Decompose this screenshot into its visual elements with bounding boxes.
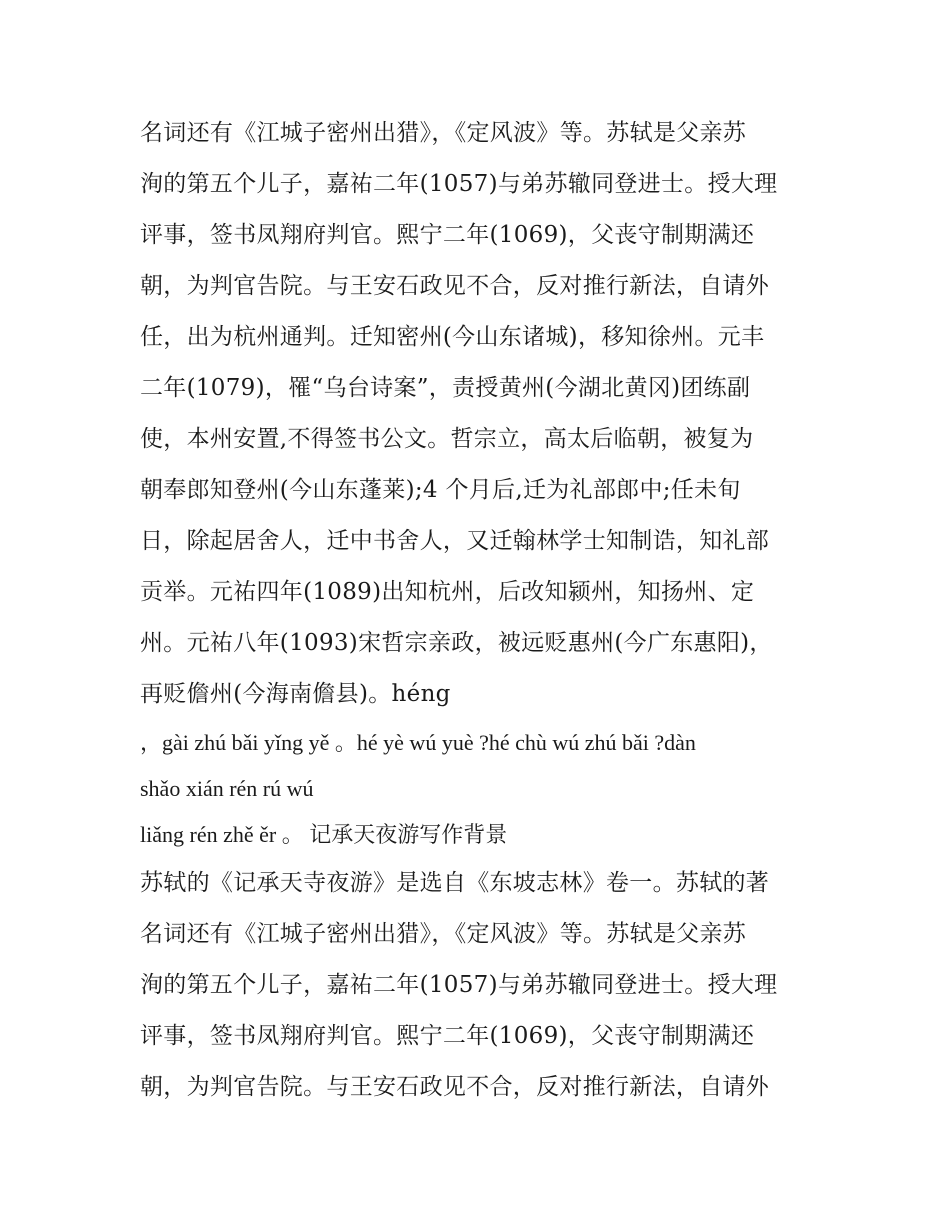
text-line: 贡举。元祐四年(1089)出知杭州，后改知颍州，知扬州、定 bbox=[140, 579, 755, 605]
text-line: 名词还有《江城子密州出猎》，《定风波》等。苏轼是父亲苏 bbox=[140, 120, 747, 146]
text-line: 二年(1079)，罹“乌台诗案”，责授黄州(今湖北黄冈)团练副 bbox=[140, 375, 751, 401]
text-line: 朝，为判官告院。与王安石政见不合，反对推行新法，自请外 bbox=[140, 1074, 770, 1100]
text-line: 使，本州安置,不得签书公文。哲宗立，高太后临朝，被复为 bbox=[140, 426, 754, 452]
text-line: 朝奉郎知登州(今山东蓬莱);4 个月后,迁为礼部郎中;任未旬 bbox=[140, 477, 741, 503]
text-line: 洵的第五个儿子，嘉祐二年(1057)与弟苏辙同登进士。授大理 bbox=[140, 972, 778, 998]
text-line: 评事，签书凤翔府判官。熙宁二年(1069)，父丧守制期满还 bbox=[140, 222, 755, 248]
text-line: 洵的第五个儿子，嘉祐二年(1057)与弟苏辙同登进士。授大理 bbox=[140, 171, 778, 197]
text-line: 日，除起居舍人，迁中书舍人，又迁翰林学士知制诰，知礼部 bbox=[140, 528, 770, 554]
text-line: 再贬儋州(今海南儋县)。héng bbox=[140, 681, 451, 707]
text-line: 任，出为杭州通判。迁知密州(今山东诸城)，移知徐州。元丰 bbox=[140, 324, 765, 350]
text-line: 苏轼的《记承天寺夜游》是选自《东坡志林》卷一。苏轼的著 bbox=[140, 870, 770, 896]
pinyin-line: ，gài zhú bǎi yǐng yě 。hé yè wú yuè ?hé chù wú zhú bǎi ?dàn bbox=[140, 730, 696, 755]
text-line: 名词还有《江城子密州出猎》，《定风波》等。苏轼是父亲苏 bbox=[140, 921, 747, 947]
text-line: 朝，为判官告院。与王安石政见不合，反对推行新法，自请外 bbox=[140, 273, 770, 299]
pinyin-line: shǎo xián rén rú wú bbox=[140, 776, 314, 801]
text-line: 评事，签书凤翔府判官。熙宁二年(1069)，父丧守制期满还 bbox=[140, 1023, 755, 1049]
body-text bbox=[140, 108, 840, 1113]
pinyin-line: liǎng rén zhě ěr 。 记承天夜游写作背景 bbox=[140, 822, 508, 847]
text-line: 州。元祐八年(1093)宋哲宗亲政，被远贬惠州(今广东惠阳)， bbox=[140, 630, 773, 656]
